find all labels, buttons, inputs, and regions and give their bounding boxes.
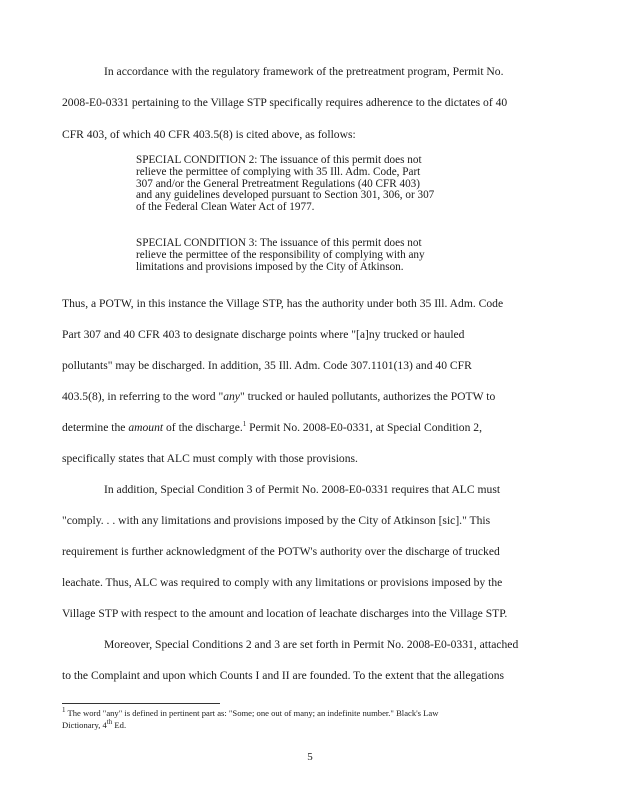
special-condition-3-quote (136, 238, 466, 273)
quote-1-line: SPECIAL CONDITION 2: The issuance of this permit does not (136, 154, 422, 166)
quote-2-line: relieve the permittee of the responsibility of complying with any (136, 248, 425, 261)
paragraph-2-line-6: specifically states that ALC must comply with those provisions. (62, 452, 358, 465)
paragraph-3-line-1: In addition, Special Condition 3 of Permit No. 2008-E0-0331 requires that ALC must (104, 483, 501, 496)
footnote-line-1 (62, 708, 558, 718)
footnote-mark: 1 (62, 706, 66, 715)
paragraph-2-line-3: pollutants" may be discharged. In addition, 35 Ill. Adm. Code 307.1101(13) and 40 CFR (62, 359, 472, 372)
text-run: determine the (62, 421, 129, 434)
paragraph-3-line-3: requirement is further acknowledgment of the POTW's authority over the discharge of trucked (62, 545, 500, 558)
text-run: Dictionary, 4 (62, 720, 107, 730)
quote-1-line: and any guidelines developed pursuant to Section 301, 306, or 307 (136, 189, 435, 202)
paragraph-3-line-5: Village STP with respect to the amount and location of leachate discharges into the Village STP. (62, 607, 508, 620)
ordinal-suffix: th (106, 718, 113, 727)
paragraph-2-line-4 (62, 390, 558, 404)
paragraph-2-line-1: Thus, a POTW, in this instance the Village STP, has the authority under both 35 Ill. Adm. Code (62, 297, 504, 310)
emphasis-amount: amount (128, 421, 164, 434)
paragraph-3-line-2: "comply. . . with any limitations and provisions imposed by the City of Atkinson [sic]." This (62, 514, 491, 527)
quote-2-line: limitations and provisions imposed by the City of Atkinson. (136, 260, 404, 273)
paragraph-1-line-2: 2008-E0-0331 pertaining to the Village STP specifically requires adherence to the dictates of 40 (62, 96, 508, 109)
text-run: The word "any" is defined in pertinent part as: "Some; one out of many; an indefinite number." Black's Law (65, 708, 439, 718)
text-run: Ed. (112, 720, 127, 730)
footnote-reference: 1 (242, 420, 247, 429)
paragraph-1-line-1: In accordance with the regulatory framework of the pretreatment program, Permit No. (104, 65, 504, 78)
text-run: 403.5(8), in referring to the word " (62, 390, 224, 403)
page-number: 5 (307, 751, 313, 763)
paragraph-4-line-1: Moreover, Special Conditions 2 and 3 are set forth in Permit No. 2008-E0-0331, attached (104, 638, 519, 651)
quote-1-line: 307 and/or the General Pretreatment Regulations (40 CFR 403) (136, 177, 420, 190)
paragraph-4-line-2: to the Complaint and upon which Counts I and II are founded. To the extent that the allegations (62, 669, 505, 682)
footnote-line-2 (62, 720, 558, 730)
quote-2-line: SPECIAL CONDITION 3: The issuance of this permit does not (136, 237, 422, 249)
text-run: of the discharge. (163, 421, 243, 434)
quote-1-line: of the Federal Clean Water Act of 1977. (136, 201, 315, 214)
quote-1-line: relieve the permittee of complying with 35 Ill. Adm. Code, Part (136, 165, 421, 178)
paragraph-2-line-5 (62, 421, 558, 435)
emphasis-any: any (223, 390, 240, 403)
special-condition-2-quote (136, 155, 466, 214)
paragraph-3-line-4: leachate. Thus, ALC was required to comply with any limitations or provisions imposed by the (62, 576, 503, 589)
footnote-separator (62, 703, 220, 704)
paragraph-1-line-3: CFR 403, of which 40 CFR 403.5(8) is cited above, as follows: (62, 128, 356, 141)
text-run: " trucked or hauled pollutants, authorizes the POTW to (239, 390, 496, 403)
text-run: Permit No. 2008-E0-0331, at Special Condition 2, (246, 421, 482, 434)
paragraph-2-line-2: Part 307 and 40 CFR 403 to designate discharge points where "[a]ny trucked or hauled (62, 328, 465, 341)
